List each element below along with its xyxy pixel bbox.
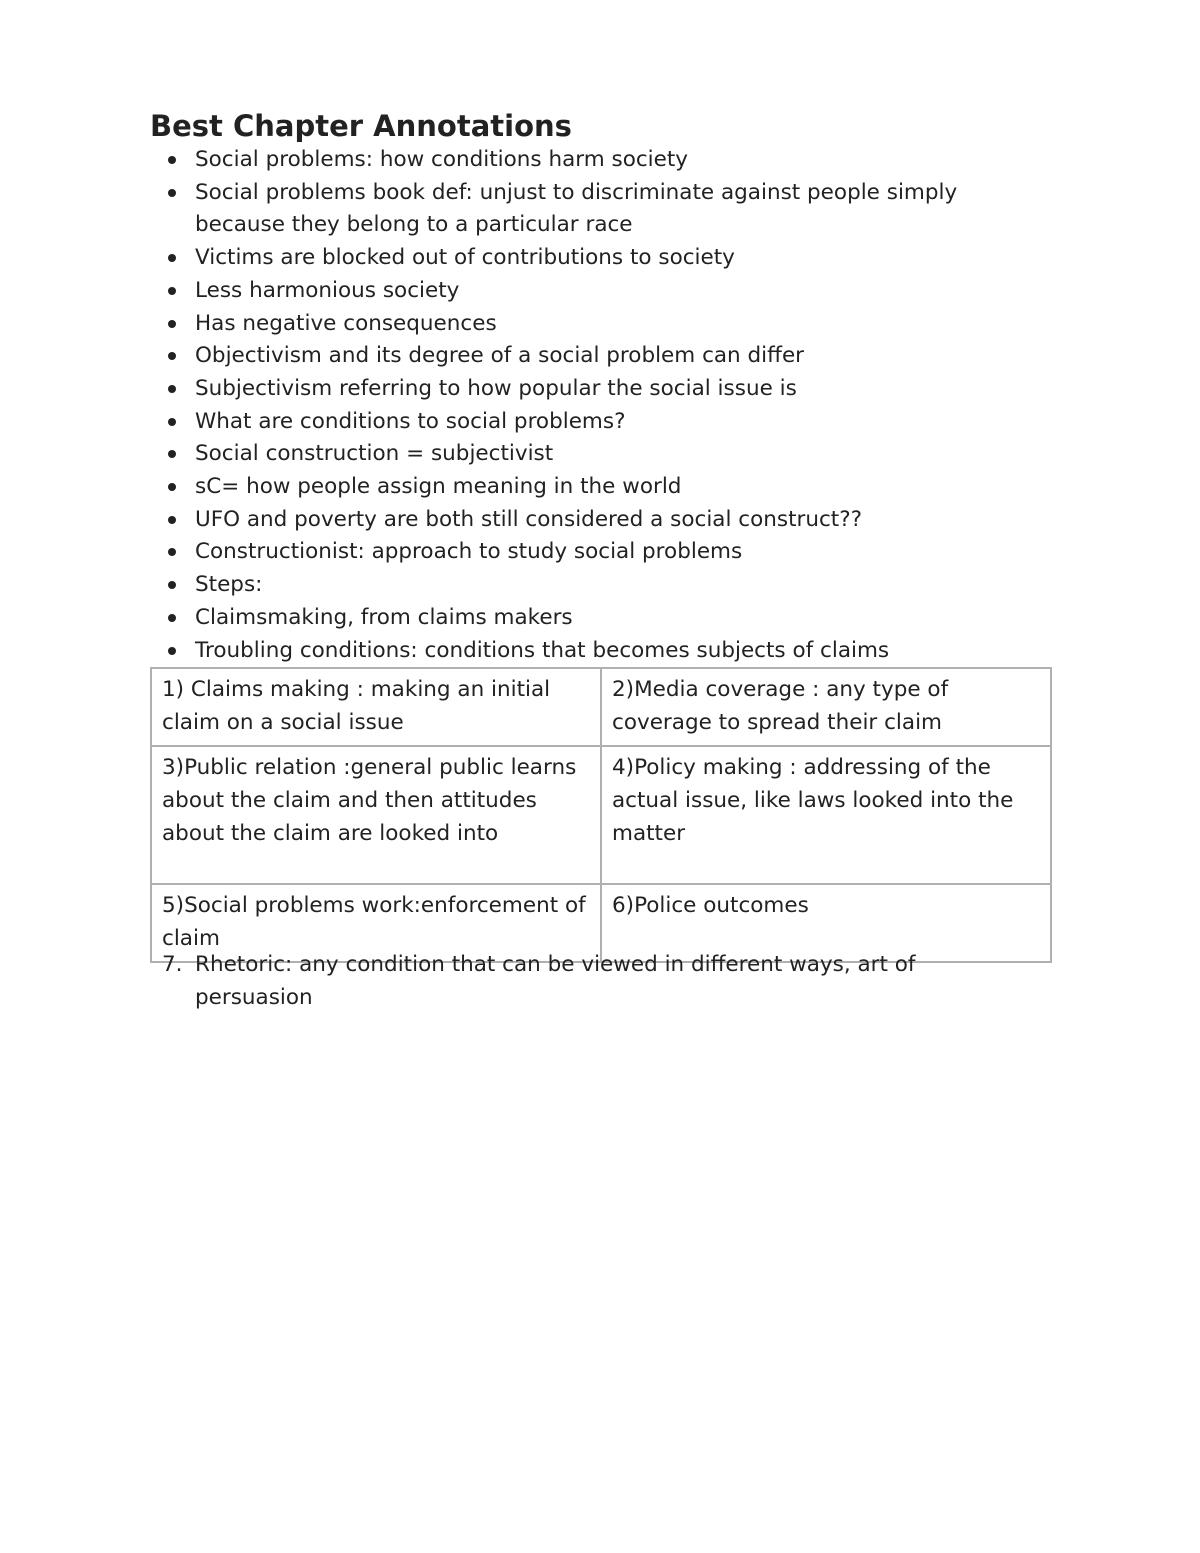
- table-cell: 5)Social problems work:enforcement of claim: [151, 884, 601, 962]
- list-item: [150, 504, 1030, 537]
- bullet-icon: [168, 156, 176, 164]
- table-cell: 2)Media coverage : any type of coverage to spread their claim: [601, 668, 1051, 746]
- list-item-text: sC= how people assign meaning in the world: [195, 474, 682, 500]
- bullet-icon: [168, 548, 176, 556]
- table-cell: 4)Policy making : addressing of the actual issue, like laws looked into the matter: [601, 746, 1051, 884]
- list-item-text: Claimsmaking, from claims makers: [195, 604, 573, 630]
- table-cell: 1) Claims making : making an initial claim on a social issue: [151, 668, 601, 746]
- list-item-text: Victims are blocked out of contributions to society: [195, 245, 735, 271]
- list-item: [150, 635, 1030, 668]
- item-text: Rhetoric: any condition that can be viewed in different ways, art of persuasion: [195, 952, 916, 1010]
- steps-table: [150, 667, 1052, 963]
- list-item-text: Has negative consequences: [195, 310, 497, 336]
- list-item: [150, 177, 1030, 242]
- list-item-text: Social problems: how conditions harm society: [195, 147, 689, 172]
- list-item: [150, 144, 1030, 177]
- table-row: [151, 746, 1051, 884]
- table-row: [151, 668, 1051, 746]
- bullet-icon: [168, 647, 176, 655]
- bullet-icon: [168, 450, 176, 458]
- bullet-icon: [168, 483, 176, 491]
- list-item: [150, 340, 1030, 373]
- bullet-icon: [168, 189, 176, 197]
- list-item-text: Steps:: [195, 572, 263, 598]
- list-item: [150, 602, 1030, 635]
- item-number: 7.: [162, 952, 183, 977]
- table-cell: 6)Police outcomes: [601, 884, 1051, 962]
- list-item: [150, 406, 1030, 439]
- document-title: Best Chapter Annotations: [150, 109, 572, 143]
- bullet-icon: [168, 254, 176, 262]
- list-item-text: Social problems book def: unjust to discriminate against people simply because they belong to a particular race: [195, 179, 958, 238]
- list-item-text: Social construction = subjectivist: [195, 441, 554, 467]
- list-item: [150, 536, 1030, 569]
- list-item: [150, 471, 1030, 504]
- list-item: [150, 242, 1030, 275]
- list-item: [150, 308, 1030, 341]
- list-item-text: Objectivism and its degree of a social problem can differ: [195, 343, 805, 369]
- list-item: [150, 438, 1030, 471]
- bullet-icon: [168, 516, 176, 524]
- list-item: [150, 275, 1030, 308]
- bullet-list: [150, 144, 1030, 667]
- list-item: [150, 373, 1030, 406]
- bullet-icon: [168, 352, 176, 360]
- numbered-item: [150, 948, 1010, 1014]
- list-item-text: Less harmonious society: [195, 277, 460, 303]
- list-item-text: Troubling conditions: conditions that becomes subjects of claims: [195, 637, 890, 663]
- list-item-text: UFO and poverty are both still considered a social construct??: [195, 506, 863, 532]
- list-item: [150, 569, 1030, 602]
- list-item-text: Subjectivism referring to how popular the social issue is: [195, 375, 797, 401]
- list-item-text: What are conditions to social problems?: [195, 408, 626, 434]
- bullet-icon: [168, 418, 176, 426]
- bullet-icon: [168, 614, 176, 622]
- bullet-icon: [168, 385, 176, 393]
- list-item-text: Constructionist: approach to study social problems: [195, 539, 743, 565]
- bullet-icon: [168, 287, 176, 295]
- table-cell: 3)Public relation :general public learns about the claim and then attitudes about the claim are looked into: [151, 746, 601, 884]
- bullet-icon: [168, 320, 176, 328]
- bullet-icon: [168, 581, 176, 589]
